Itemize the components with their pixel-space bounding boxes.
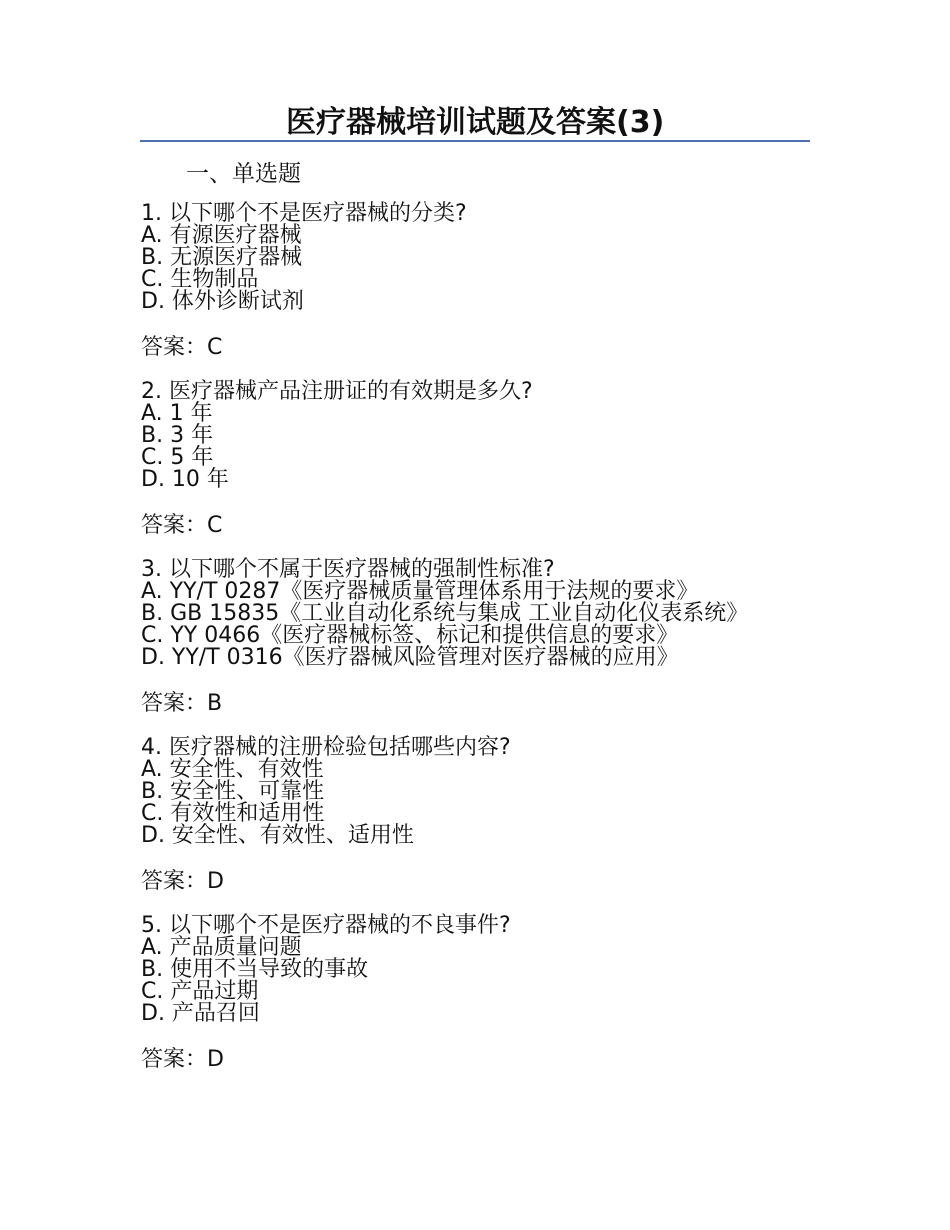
option-d: D. 产品召回 xyxy=(141,1001,260,1026)
option-d: D. 体外诊断试剂 xyxy=(141,289,304,314)
question-1 xyxy=(141,203,791,361)
option-c: C. YY 0466《医疗器械标签、标记和提供信息的要求》 xyxy=(141,623,679,648)
option-b: B. 无源医疗器械 xyxy=(141,245,303,270)
page-title: 医疗器械培训试题及答案(3) xyxy=(286,105,665,140)
option-b: B. 安全性、可靠性 xyxy=(141,779,325,804)
option-c: C. 产品过期 xyxy=(141,979,259,1004)
option-c: C. 生物制品 xyxy=(141,267,259,292)
question-stem: 1. 以下哪个不是医疗器械的分类? xyxy=(141,201,467,226)
question-5 xyxy=(141,915,791,1073)
option-b: B. 3 年 xyxy=(141,423,214,448)
answer-text: 答案：C xyxy=(141,513,223,538)
question-stem: 3. 以下哪个不属于医疗器械的强制性标准? xyxy=(141,557,555,582)
section-heading: 一、单选题 xyxy=(186,161,301,187)
question-2 xyxy=(141,381,791,539)
answer-text: 答案：B xyxy=(141,691,223,716)
option-b: B. GB 15835《工业自动化系统与集成 工业自动化仪表系统》 xyxy=(141,601,749,626)
title-block xyxy=(140,104,810,142)
question-stem: 5. 以下哪个不是医疗器械的不良事件? xyxy=(141,913,511,938)
option-a: A. 有源医疗器械 xyxy=(141,223,302,248)
question-4 xyxy=(141,737,791,895)
option-a: A. 产品质量问题 xyxy=(141,935,302,960)
option-a: A. 1 年 xyxy=(141,401,213,426)
answer-text: 答案：C xyxy=(141,335,223,360)
option-c: C. 5 年 xyxy=(141,445,214,470)
question-stem: 2. 医疗器械产品注册证的有效期是多久? xyxy=(141,379,533,404)
question-list xyxy=(141,203,791,1093)
question-3 xyxy=(141,559,791,717)
option-d: D. 10 年 xyxy=(141,467,229,492)
answer-text: 答案：D xyxy=(141,1047,224,1072)
question-stem: 4. 医疗器械的注册检验包括哪些内容? xyxy=(141,735,511,760)
option-c: C. 有效性和适用性 xyxy=(141,801,325,826)
answer-text: 答案：D xyxy=(141,869,224,894)
option-b: B. 使用不当导致的事故 xyxy=(141,957,369,982)
option-d: D. 安全性、有效性、适用性 xyxy=(141,823,414,848)
option-a: A. 安全性、有效性 xyxy=(141,757,324,782)
option-a: A. YY/T 0287《医疗器械质量管理体系用于法规的要求》 xyxy=(141,579,699,604)
option-d: D. YY/T 0316《医疗器械风险管理对医疗器械的应用》 xyxy=(141,645,679,670)
